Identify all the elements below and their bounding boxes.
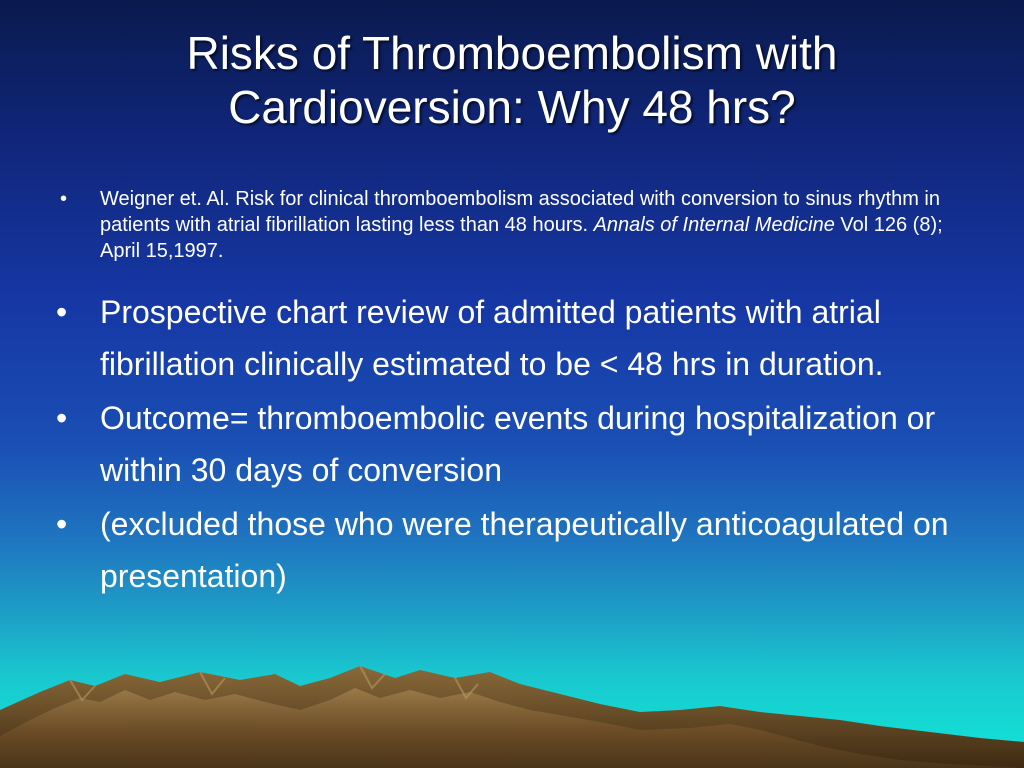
bullet-icon: • [60,188,68,210]
citation-text: Weigner et. Al. Risk for clinical thromboembolism associated with conversion to sinus rhythm in patients with atrial fibrillation lasting less than 48 hours. [100,188,940,236]
bullet-icon: • [56,400,68,436]
title-line-2: Cardioversion: Why 48 hrs? [228,81,796,133]
title-line-1: Risks of Thromboembolism with [186,27,838,79]
citation-item [56,186,956,264]
bullet-icon: • [56,506,68,542]
bullet-text: Outcome= thromboembolic events during hospitalization or within 30 days of conversion [100,400,936,488]
bullet-item [56,392,956,496]
bullet-icon: • [56,294,68,330]
mountains-decoration [0,560,1024,768]
bullet-item [56,286,956,390]
citation-journal: Annals of Internal Medicine [593,214,835,236]
bullet-list [56,186,956,604]
bullet-text: (excluded those who were therapeutically anticoagulated on presentation) [100,506,949,594]
slide-title [0,26,1024,134]
citation-details: Vol 126 (8); April 15,1997. [100,214,943,262]
bullet-text: Prospective chart review of admitted patients with atrial fibrillation clinically estimated to be < 48 hrs in duration. [100,294,884,382]
